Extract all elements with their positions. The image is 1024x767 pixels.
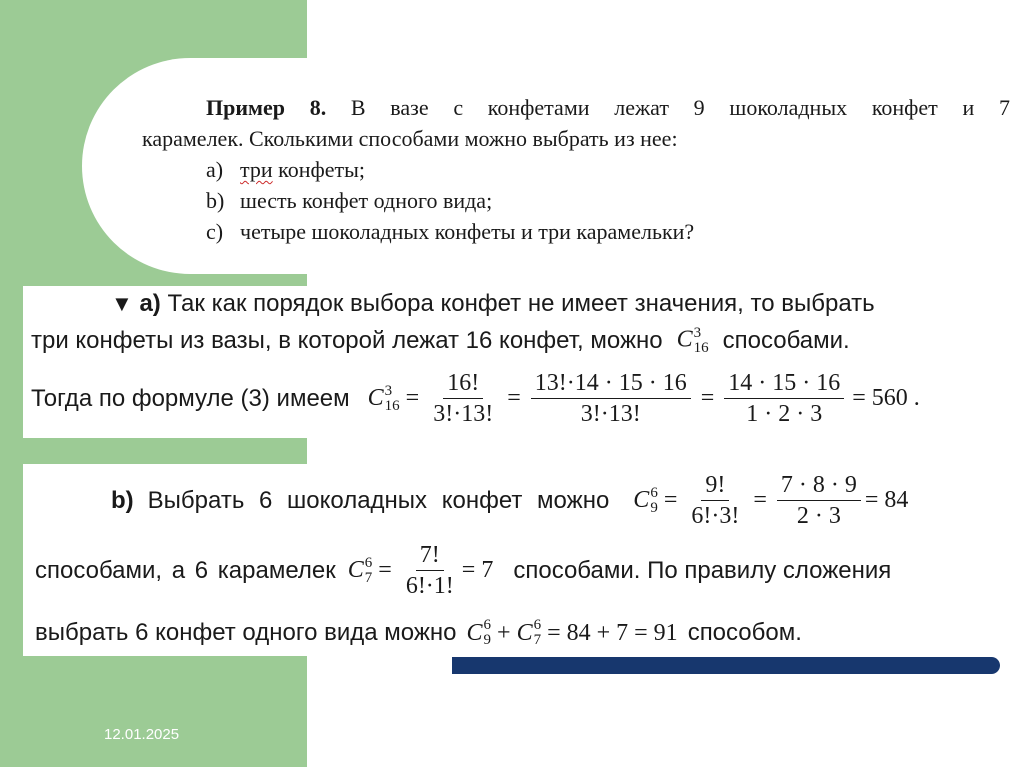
problem-item-c: c) четыре шоколадных конфеты и три карамельки? <box>206 219 695 244</box>
fraction-1: $\frac{16!}{3!\cdot 13!}$ <box>433 370 494 427</box>
problem-item-b: b) шесть конфет одного вида; <box>206 188 493 213</box>
combination-c16-3: C 3 16 <box>676 325 709 356</box>
part-b-sum: C 6 9 + C 6 7 = 84 + 7 = 91 <box>466 617 678 648</box>
part-b-line1: b) Выбрать 6 шоколадных конфет можно C 6 9 = $\frac{9!}{6!\cdot 3!}$ = $\frac{7 \cdot 8 \cdot 9}{2 \cdot 3}$ = 84 <box>111 472 909 529</box>
part-a-formula: C 3 16 = $\frac{16!}{3!\cdot 13!}$ = $\frac{13!\cdot 14 \cdot 15 \cdot 16}{3!\cdot 13!}$ = $\frac{14 \cdot 15 \cdot 16}{1 \cdot 2 \cdot 3}$ = 560 . <box>367 370 920 427</box>
fraction-b3: $\frac{7!}{6!\cdot 1!}$ <box>405 542 454 599</box>
part-a-line3: Тогда по формуле (3) имеем C 3 16 = $\frac{16!}{3!\cdot 13!}$ = $\frac{13!\cdot 14 \cdot 15 \cdot 16}{3!\cdot 13!}$ = $\frac{14 \cdot 15 \cdot 16}{1 \cdot 2 \cdot 3}$ = 560 . <box>31 370 920 427</box>
slide-date: 12.01.2025 <box>104 726 180 743</box>
triangle-icon: ▼ <box>111 291 133 316</box>
solution-part-a <box>23 286 1023 438</box>
problem-intro-cont: карамелек. Сколькими способами можно выбрать из нее: <box>142 126 678 151</box>
problem-intro: Пример 8. В вазе с конфетами лежат 9 шоколадных конфет и 7 <box>206 95 1010 120</box>
fraction-b2: $\frac{7 \cdot 8 \cdot 9}{2 \cdot 3}$ <box>777 472 861 529</box>
fraction-b1: $\frac{9!}{6!\cdot 3!}$ <box>691 472 740 529</box>
problem-item-a: a) три конфеты; <box>206 157 366 182</box>
part-b-mark: b) <box>111 486 134 514</box>
part-b-formula-2: C 6 7 = $\frac{7!}{6!\cdot 1!}$ = 7 <box>347 542 494 599</box>
part-a-line2: три конфеты из вазы, в которой лежат 16 конфет, можно C 3 16 способами. <box>31 325 850 356</box>
part-b-line2: способами, а 6 карамелек C 6 7 = $\frac{7!}{6!\cdot 1!}$ = 7 способами. По правилу сложения <box>35 542 892 599</box>
problem-title: Пример 8. <box>206 95 327 120</box>
part-b-formula-1: C 6 9 = $\frac{9!}{6!\cdot 3!}$ = $\frac{7 \cdot 8 \cdot 9}{2 \cdot 3}$ = 84 <box>633 472 909 529</box>
part-a-mark: a) <box>139 290 161 317</box>
problem-statement <box>142 92 1010 247</box>
solution-part-b <box>23 464 1023 656</box>
fraction-2: $\frac{13!\cdot 14 \cdot 15 \cdot 16}{3!\cdot 13!}$ <box>531 370 691 427</box>
spellcheck-word: три <box>240 157 273 182</box>
part-a-line1: ▼ a) Так как порядок выбора конфет не имеет значения, то выбрать <box>111 290 875 317</box>
fraction-3: $\frac{14 \cdot 15 \cdot 16}{1 \cdot 2 \cdot 3}$ <box>724 370 844 427</box>
part-b-line3: выбрать 6 конфет одного вида можно C 6 9 + C 6 7 = 84 + 7 = 91 способом. <box>35 617 802 648</box>
blue-accent-bar <box>452 657 1000 674</box>
